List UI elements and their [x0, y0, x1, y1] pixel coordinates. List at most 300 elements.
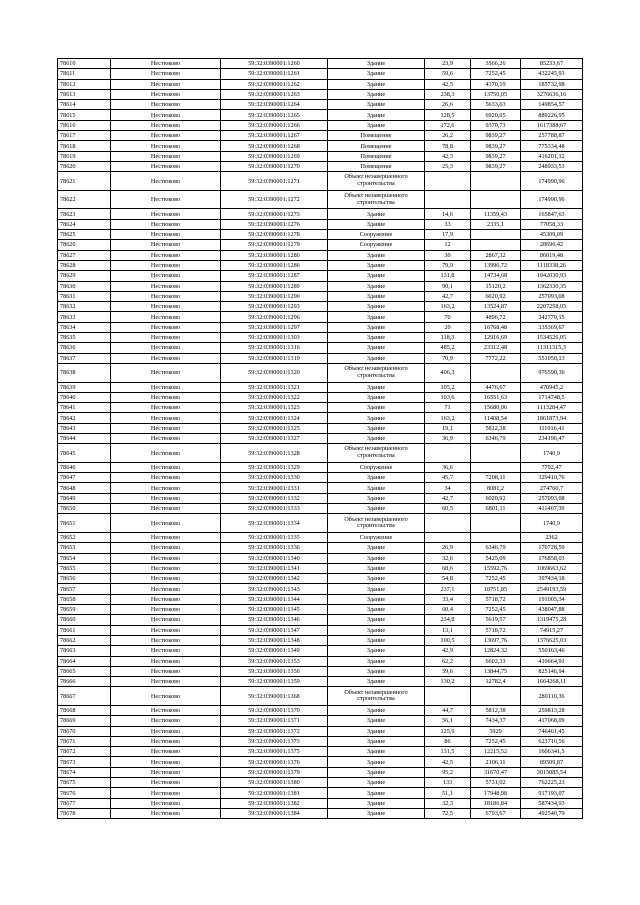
area-cell	[425, 514, 471, 533]
specific-value-cell: 2335,1	[471, 219, 521, 229]
document-page	[57, 58, 582, 819]
area-cell: 131,8	[425, 271, 471, 281]
locality-cell: Нестюково	[111, 423, 221, 433]
cadastral-number-cell: 59:32:0390001:1260	[221, 59, 328, 69]
cadastral-value-cell: 280110,36	[521, 687, 583, 706]
cadastral-number-cell: 59:32:0390001:1371	[221, 716, 328, 726]
locality-cell: Нестюково	[111, 736, 221, 746]
row-number-cell: 78672	[58, 747, 111, 757]
table-row	[58, 706, 583, 716]
object-type-cell: Здание	[328, 69, 425, 79]
object-type-cell: Здание	[328, 392, 425, 402]
cadastral-value-cell: 2549193,59	[521, 584, 583, 594]
cadastral-number-cell: 59:32:0390001:1268	[221, 141, 328, 151]
object-type-cell: Здание	[328, 808, 425, 818]
specific-value-cell: 6801,11	[471, 504, 521, 514]
table-row	[58, 190, 583, 209]
row-number-cell: 78615	[58, 110, 111, 120]
row-number-cell: 78655	[58, 563, 111, 573]
specific-value-cell	[471, 687, 521, 706]
row-number-cell: 78640	[58, 392, 111, 402]
cadastral-value-cell: 550163,46	[521, 646, 583, 656]
area-cell: 60,4	[425, 605, 471, 615]
object-type-cell: Здание	[328, 646, 425, 656]
locality-cell: Нестюково	[111, 483, 221, 493]
row-number-cell: 78646	[58, 462, 111, 472]
table-row	[58, 363, 583, 382]
locality-cell: Нестюково	[111, 584, 221, 594]
cadastral-value-cell: 1606341,5	[521, 747, 583, 757]
locality-cell: Нестюково	[111, 260, 221, 270]
cadastral-value-cell: 417068,09	[521, 716, 583, 726]
cadastral-value-table	[57, 58, 583, 819]
cadastral-number-cell: 59:32:0390001:1330	[221, 473, 328, 483]
object-type-cell: Здание	[328, 584, 425, 594]
object-type-cell: Здание	[328, 656, 425, 666]
cadastral-value-cell: 2207258,05	[521, 302, 583, 312]
object-type-cell: Здание	[328, 343, 425, 353]
cadastral-value-cell: 1118338,26	[521, 260, 583, 270]
cadastral-value-cell: 257788,87	[521, 131, 583, 141]
table-row	[58, 615, 583, 625]
specific-value-cell: 3566,26	[471, 59, 521, 69]
locality-cell: Нестюково	[111, 778, 221, 788]
table-row	[58, 69, 583, 79]
locality-cell: Нестюково	[111, 110, 221, 120]
object-type-cell: Объект незавершенного строительства	[328, 363, 425, 382]
object-type-cell: Здание	[328, 666, 425, 676]
row-number-cell: 78647	[58, 473, 111, 483]
table-row	[58, 271, 583, 281]
object-type-cell: Здание	[328, 110, 425, 120]
object-type-cell: Здание	[328, 100, 425, 110]
object-type-cell: Здание	[328, 778, 425, 788]
row-number-cell: 78632	[58, 302, 111, 312]
row-number-cell: 78671	[58, 736, 111, 746]
area-cell: 26,2	[425, 131, 471, 141]
object-type-cell: Здание	[328, 736, 425, 746]
cadastral-value-cell: 825146,94	[521, 666, 583, 676]
area-cell: 34	[425, 483, 471, 493]
locality-cell: Нестюково	[111, 302, 221, 312]
row-number-cell: 78674	[58, 767, 111, 777]
row-number-cell: 78654	[58, 553, 111, 563]
object-type-cell: Здание	[328, 504, 425, 514]
area-cell: 20	[425, 322, 471, 332]
object-type-cell: Здание	[328, 312, 425, 322]
specific-value-cell: 7252,45	[471, 574, 521, 584]
cadastral-number-cell: 59:32:0390001:1373	[221, 736, 328, 746]
locality-cell: Нестюково	[111, 141, 221, 151]
area-cell: 62,2	[425, 656, 471, 666]
area-cell: 125,9	[425, 726, 471, 736]
area-cell: 42,3	[425, 151, 471, 161]
cadastral-number-cell: 59:32:0390001:1333	[221, 504, 328, 514]
locality-cell: Нестюково	[111, 677, 221, 687]
table-row	[58, 493, 583, 503]
area-cell	[425, 444, 471, 463]
cadastral-number-cell: 59:32:0390001:1384	[221, 808, 328, 818]
locality-cell: Нестюково	[111, 656, 221, 666]
area-cell: 72,5	[425, 808, 471, 818]
cadastral-number-cell: 59:32:0390001:1303	[221, 333, 328, 343]
row-number-cell: 78626	[58, 240, 111, 250]
object-type-cell: Объект незавершенного строительства	[328, 687, 425, 706]
locality-cell: Нестюково	[111, 646, 221, 656]
table-row	[58, 240, 583, 250]
cadastral-number-cell: 59:32:0390001:1332	[221, 493, 328, 503]
object-type-cell: Сооружение	[328, 532, 425, 542]
object-type-cell: Здание	[328, 605, 425, 615]
specific-value-cell: 13844,75	[471, 666, 521, 676]
cadastral-number-cell: 59:32:0390001:1273	[221, 209, 328, 219]
table-row	[58, 605, 583, 615]
row-number-cell: 78666	[58, 677, 111, 687]
cadastral-number-cell: 59:32:0390001:1287	[221, 271, 328, 281]
table-row	[58, 726, 583, 736]
area-cell: 105,2	[425, 382, 471, 392]
row-number-cell: 78613	[58, 89, 111, 99]
object-type-cell: Здание	[328, 553, 425, 563]
table-row	[58, 100, 583, 110]
cadastral-value-cell: 397434,18	[521, 574, 583, 584]
cadastral-value-cell: 1664268,11	[521, 677, 583, 687]
locality-cell: Нестюково	[111, 462, 221, 472]
specific-value-cell: 5718,72	[471, 625, 521, 635]
cadastral-number-cell: 59:32:0390001:1279	[221, 240, 328, 250]
row-number-cell: 78678	[58, 808, 111, 818]
specific-value-cell: 13750,05	[471, 89, 521, 99]
specific-value-cell: 15120,2	[471, 281, 521, 291]
object-type-cell: Объект незавершенного строительства	[328, 444, 425, 463]
specific-value-cell: 18186,84	[471, 798, 521, 808]
row-number-cell: 78668	[58, 706, 111, 716]
cadastral-value-cell: 1534526,05	[521, 333, 583, 343]
cadastral-value-cell: 623710,56	[521, 736, 583, 746]
cadastral-number-cell: 59:32:0390001:1297	[221, 322, 328, 332]
cadastral-number-cell: 59:32:0390001:1381	[221, 788, 328, 798]
cadastral-number-cell: 59:32:0390001:1263	[221, 89, 328, 99]
cadastral-value-cell: 329410,76	[521, 473, 583, 483]
locality-cell: Нестюково	[111, 504, 221, 514]
cadastral-number-cell: 59:32:0390001:1319	[221, 353, 328, 363]
area-cell: 78,8	[425, 141, 471, 151]
area-cell: 19,1	[425, 423, 471, 433]
table-row	[58, 403, 583, 413]
cadastral-value-cell: 1069663,62	[521, 563, 583, 573]
cadastral-value-cell: 1376625,03	[521, 635, 583, 645]
table-row	[58, 757, 583, 767]
table-row	[58, 230, 583, 240]
table-row	[58, 788, 583, 798]
cadastral-value-cell: 470945,2	[521, 382, 583, 392]
cadastral-number-cell: 59:32:0390001:1349	[221, 646, 328, 656]
locality-cell: Нестюково	[111, 788, 221, 798]
locality-cell: Нестюково	[111, 69, 221, 79]
cadastral-value-cell: 432245,93	[521, 69, 583, 79]
locality-cell: Нестюково	[111, 382, 221, 392]
object-type-cell: Здание	[328, 493, 425, 503]
row-number-cell: 78635	[58, 333, 111, 343]
specific-value-cell: 5633,63	[471, 100, 521, 110]
table-row	[58, 635, 583, 645]
area-cell: 172,6	[425, 120, 471, 130]
specific-value-cell	[471, 444, 521, 463]
locality-cell: Нестюково	[111, 271, 221, 281]
table-row	[58, 343, 583, 353]
area-cell: 133	[425, 778, 471, 788]
table-row	[58, 59, 583, 69]
table-row	[58, 808, 583, 818]
area-cell: 59,6	[425, 69, 471, 79]
cadastral-value-cell: 45309,09	[521, 230, 583, 240]
row-number-cell: 78650	[58, 504, 111, 514]
locality-cell: Нестюково	[111, 433, 221, 443]
table-row	[58, 79, 583, 89]
cadastral-number-cell: 59:32:0390001:1329	[221, 462, 328, 472]
locality-cell: Нестюково	[111, 333, 221, 343]
row-number-cell: 78624	[58, 219, 111, 229]
specific-value-cell: 4896,72	[471, 312, 521, 322]
cadastral-number-cell: 59:32:0390001:1328	[221, 444, 328, 463]
area-cell: 128,5	[425, 110, 471, 120]
cadastral-value-cell: 7792,47	[521, 462, 583, 472]
locality-cell: Нестюково	[111, 100, 221, 110]
specific-value-cell	[471, 514, 521, 533]
row-number-cell: 78642	[58, 413, 111, 423]
table-row	[58, 594, 583, 604]
cadastral-value-cell: 3276636,16	[521, 89, 583, 99]
specific-value-cell: 5929	[471, 726, 521, 736]
cadastral-number-cell: 59:32:0390001:1289	[221, 281, 328, 291]
locality-cell: Нестюково	[111, 473, 221, 483]
cadastral-value-cell: 165847,63	[521, 209, 583, 219]
locality-cell: Нестюково	[111, 635, 221, 645]
locality-cell: Нестюково	[111, 747, 221, 757]
cadastral-value-cell: 28696,42	[521, 240, 583, 250]
area-cell: 95,2	[425, 767, 471, 777]
cadastral-value-cell: 551050,13	[521, 353, 583, 363]
cadastral-number-cell: 59:32:0390001:1267	[221, 131, 328, 141]
row-number-cell: 78611	[58, 69, 111, 79]
cadastral-value-cell: 191005,34	[521, 594, 583, 604]
cadastral-value-cell: 85233,67	[521, 59, 583, 69]
cadastral-number-cell: 59:32:0390001:1347	[221, 625, 328, 635]
area-cell: 36,6	[425, 462, 471, 472]
table-row	[58, 209, 583, 219]
object-type-cell: Здание	[328, 677, 425, 687]
table-row	[58, 423, 583, 433]
locality-cell: Нестюково	[111, 514, 221, 533]
area-cell: 17,9	[425, 230, 471, 240]
locality-cell: Нестюково	[111, 230, 221, 240]
row-number-cell: 78652	[58, 532, 111, 542]
row-number-cell: 78636	[58, 343, 111, 353]
table-row	[58, 172, 583, 191]
specific-value-cell: 6793,67	[471, 808, 521, 818]
object-type-cell: Здание	[328, 473, 425, 483]
table-row	[58, 131, 583, 141]
specific-value-cell: 14734,68	[471, 271, 521, 281]
locality-cell: Нестюково	[111, 343, 221, 353]
cadastral-value-cell: 1714748,5	[521, 392, 583, 402]
object-type-cell: Здание	[328, 788, 425, 798]
area-cell: 30	[425, 250, 471, 260]
table-row	[58, 716, 583, 726]
specific-value-cell: 6020,92	[471, 493, 521, 503]
area-cell: 12	[425, 240, 471, 250]
area-cell: 14,6	[425, 209, 471, 219]
cadastral-number-cell: 59:32:0390001:1296	[221, 312, 328, 322]
specific-value-cell: 6602,33	[471, 656, 521, 666]
row-number-cell: 78653	[58, 543, 111, 553]
row-number-cell: 78612	[58, 79, 111, 89]
cadastral-value-cell: 3015085,54	[521, 767, 583, 777]
locality-cell: Нестюково	[111, 706, 221, 716]
locality-cell: Нестюково	[111, 716, 221, 726]
locality-cell: Нестюково	[111, 493, 221, 503]
cadastral-value-cell: 416201,12	[521, 151, 583, 161]
locality-cell: Нестюково	[111, 312, 221, 322]
specific-value-cell: 9839,27	[471, 151, 521, 161]
locality-cell: Нестюково	[111, 687, 221, 706]
cadastral-number-cell: 59:32:0390001:1321	[221, 382, 328, 392]
table-row	[58, 553, 583, 563]
cadastral-value-cell: 335369,67	[521, 322, 583, 332]
cadastral-value-cell: 149854,57	[521, 100, 583, 110]
row-number-cell: 78656	[58, 574, 111, 584]
area-cell: 86	[425, 736, 471, 746]
object-type-cell: Сооружение	[328, 240, 425, 250]
specific-value-cell: 5812,38	[471, 706, 521, 716]
row-number-cell: 78645	[58, 444, 111, 463]
table-row	[58, 656, 583, 666]
area-cell: 59,6	[425, 666, 471, 676]
specific-value-cell: 16768,48	[471, 322, 521, 332]
locality-cell: Нестюково	[111, 291, 221, 301]
area-cell: 42,5	[425, 757, 471, 767]
row-number-cell: 78657	[58, 584, 111, 594]
locality-cell: Нестюково	[111, 219, 221, 229]
cadastral-number-cell: 59:32:0390001:1325	[221, 423, 328, 433]
specific-value-cell: 11408,54	[471, 413, 521, 423]
locality-cell: Нестюково	[111, 190, 221, 209]
table-row	[58, 151, 583, 161]
object-type-cell: Здание	[328, 594, 425, 604]
specific-value-cell: 7772,22	[471, 353, 521, 363]
table-row	[58, 625, 583, 635]
cadastral-value-cell: 1740,9	[521, 514, 583, 533]
specific-value-cell: 12916,69	[471, 333, 521, 343]
table-row	[58, 514, 583, 533]
object-type-cell: Здание	[328, 59, 425, 69]
object-type-cell: Здание	[328, 423, 425, 433]
specific-value-cell: 10751,85	[471, 584, 521, 594]
specific-value-cell: 8081,2	[471, 483, 521, 493]
area-cell: 36,9	[425, 433, 471, 443]
row-number-cell: 78623	[58, 209, 111, 219]
specific-value-cell: 16551,63	[471, 392, 521, 402]
row-number-cell: 78675	[58, 778, 111, 788]
table-row	[58, 574, 583, 584]
area-cell: 406,3	[425, 363, 471, 382]
cadastral-value-cell: 746461,45	[521, 726, 583, 736]
row-number-cell: 78664	[58, 656, 111, 666]
area-cell: 56,1	[425, 716, 471, 726]
object-type-cell: Здание	[328, 271, 425, 281]
row-number-cell: 78661	[58, 625, 111, 635]
specific-value-cell: 13996,72	[471, 260, 521, 270]
cadastral-number-cell: 59:32:0390001:1376	[221, 757, 328, 767]
locality-cell: Нестюково	[111, 120, 221, 130]
specific-value-cell: 17948,98	[471, 788, 521, 798]
specific-value-cell: 7252,45	[471, 736, 521, 746]
area-cell: 45,7	[425, 473, 471, 483]
locality-cell: Нестюково	[111, 625, 221, 635]
object-type-cell: Помещение	[328, 131, 425, 141]
cadastral-value-cell: 410664,91	[521, 656, 583, 666]
row-number-cell: 78630	[58, 281, 111, 291]
specific-value-cell: 5619,57	[471, 615, 521, 625]
row-number-cell: 78649	[58, 493, 111, 503]
cadastral-number-cell: 59:32:0390001:1286	[221, 260, 328, 270]
area-cell: 32,6	[425, 553, 471, 563]
object-type-cell: Здание	[328, 433, 425, 443]
row-number-cell: 78633	[58, 312, 111, 322]
area-cell: 79,9	[425, 260, 471, 270]
specific-value-cell: 7208,11	[471, 473, 521, 483]
specific-value-cell: 7434,37	[471, 716, 521, 726]
locality-cell: Нестюково	[111, 79, 221, 89]
table-row	[58, 141, 583, 151]
cadastral-value-cell: 2362	[521, 532, 583, 542]
cadastral-value-cell: 234196,47	[521, 433, 583, 443]
locality-cell: Нестюково	[111, 131, 221, 141]
cadastral-value-cell: 1617388,67	[521, 120, 583, 130]
object-type-cell: Здание	[328, 726, 425, 736]
row-number-cell: 78628	[58, 260, 111, 270]
specific-value-cell: 15592,76	[471, 563, 521, 573]
cadastral-number-cell: 59:32:0390001:1264	[221, 100, 328, 110]
table-row	[58, 333, 583, 343]
object-type-cell: Здание	[328, 625, 425, 635]
area-cell: 51,1	[425, 788, 471, 798]
specific-value-cell: 12824,32	[471, 646, 521, 656]
cadastral-value-cell: 1319475,28	[521, 615, 583, 625]
object-type-cell: Здание	[328, 574, 425, 584]
locality-cell: Нестюково	[111, 209, 221, 219]
locality-cell: Нестюково	[111, 594, 221, 604]
object-type-cell: Здание	[328, 716, 425, 726]
object-type-cell: Здание	[328, 747, 425, 757]
row-number-cell: 78644	[58, 433, 111, 443]
object-type-cell: Здание	[328, 291, 425, 301]
area-cell: 90,1	[425, 281, 471, 291]
locality-cell: Нестюково	[111, 543, 221, 553]
locality-cell: Нестюково	[111, 553, 221, 563]
cadastral-number-cell: 59:32:0390001:1335	[221, 532, 328, 542]
table-row	[58, 413, 583, 423]
cadastral-value-cell: 1362330,35	[521, 281, 583, 291]
cadastral-number-cell: 59:32:0390001:1372	[221, 726, 328, 736]
object-type-cell: Здание	[328, 382, 425, 392]
cadastral-value-cell: 587434,93	[521, 798, 583, 808]
row-number-cell: 78619	[58, 151, 111, 161]
object-type-cell: Объект незавершенного строительства	[328, 172, 425, 191]
table-row	[58, 462, 583, 472]
table-row	[58, 767, 583, 777]
table-row	[58, 444, 583, 463]
